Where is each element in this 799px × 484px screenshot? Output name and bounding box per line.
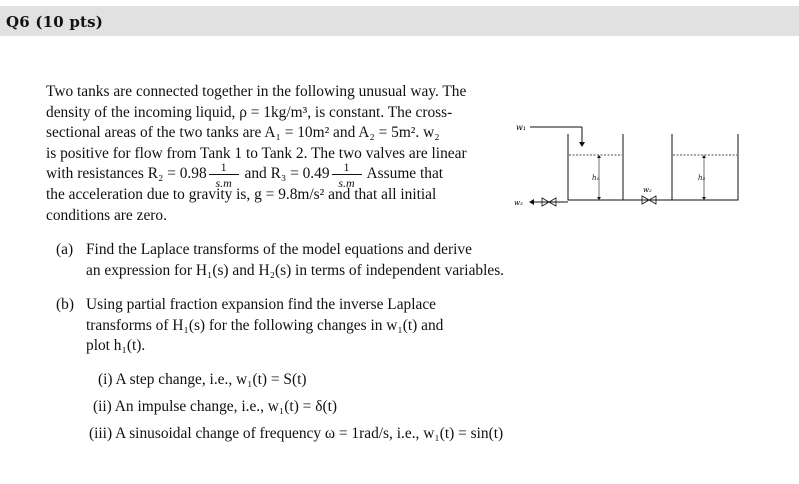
problem-line: the acceleration due to gravity is, g = 9.8m/s² and that all initial [46, 185, 437, 203]
inlet-arrow-icon [579, 142, 585, 147]
h2-arrow-up-icon [702, 155, 706, 158]
tank-1 [568, 134, 623, 200]
fraction-numerator: 1 [220, 159, 227, 174]
fraction-denominator: s.m [338, 175, 355, 190]
w3-label: w₃ [514, 199, 523, 207]
part-a-line: Find the Laplace transforms of the model equations and derive [86, 241, 472, 258]
question-header [0, 6, 799, 36]
unit-fraction-r2 [209, 159, 239, 190]
part-b [56, 295, 526, 357]
problem-line: conditions are zero. [46, 206, 167, 224]
part-a-label: (a) [56, 241, 74, 258]
part-a [56, 240, 556, 282]
question-title: Q6 (10 pts) [6, 13, 104, 31]
unit-fraction-r3 [332, 159, 362, 190]
h1-arrow-up-icon [597, 155, 601, 158]
problem-statement [46, 82, 502, 226]
problem-line-resistances [46, 159, 502, 190]
subpart-i: (i) A step change, i.e., w₁(t) = S(t) [98, 371, 307, 388]
w2-label: w₂ [643, 186, 652, 194]
problem-line: density of the incoming liquid, ρ = 1kg/m³, is constant. The cross- [46, 103, 453, 121]
part-b-label: (b) [56, 296, 74, 313]
problem-line: is positive for flow from Tank 1 to Tank 2. The two valves are linear [46, 144, 467, 162]
resistance-r2-text: with resistances R₂ = 0.98 [46, 165, 207, 183]
problem-line: Two tanks are connected together in the following unusual way. The [46, 83, 467, 100]
resistance-r3-text: and R₃ = 0.49 [244, 165, 330, 183]
two-tank-diagram [512, 118, 748, 214]
tank-2 [672, 134, 738, 200]
outlet-arrow-icon [529, 199, 534, 205]
subpart-ii: (ii) An impulse change, i.e., w₁(t) = δ(t) [93, 398, 337, 415]
h1-label: h₁ [592, 174, 600, 182]
h2-label: h₂ [698, 174, 706, 182]
assume-text: Assume that [366, 165, 444, 183]
part-a-line: an expression for H₁(s) and H₂(s) in terms of independent variables. [86, 261, 505, 279]
part-b-line: transforms of H₁(s) for the following changes in w₁(t) and [86, 316, 444, 334]
fraction-numerator: 1 [343, 159, 350, 174]
w1-label: w₁ [516, 123, 527, 132]
fraction-denominator: s.m [215, 175, 232, 190]
part-b-line: Using partial fraction expansion find the inverse Laplace [86, 296, 437, 313]
problem-line: sectional areas of the two tanks are A₁ = 10m² and A₂ = 5m². w₂ [46, 124, 440, 142]
subpart-iii: (iii) A sinusoidal change of frequency ω = 1rad/s, i.e., w₁(t) = sin(t) [89, 425, 504, 442]
part-b-line: plot h₁(t). [86, 337, 146, 354]
